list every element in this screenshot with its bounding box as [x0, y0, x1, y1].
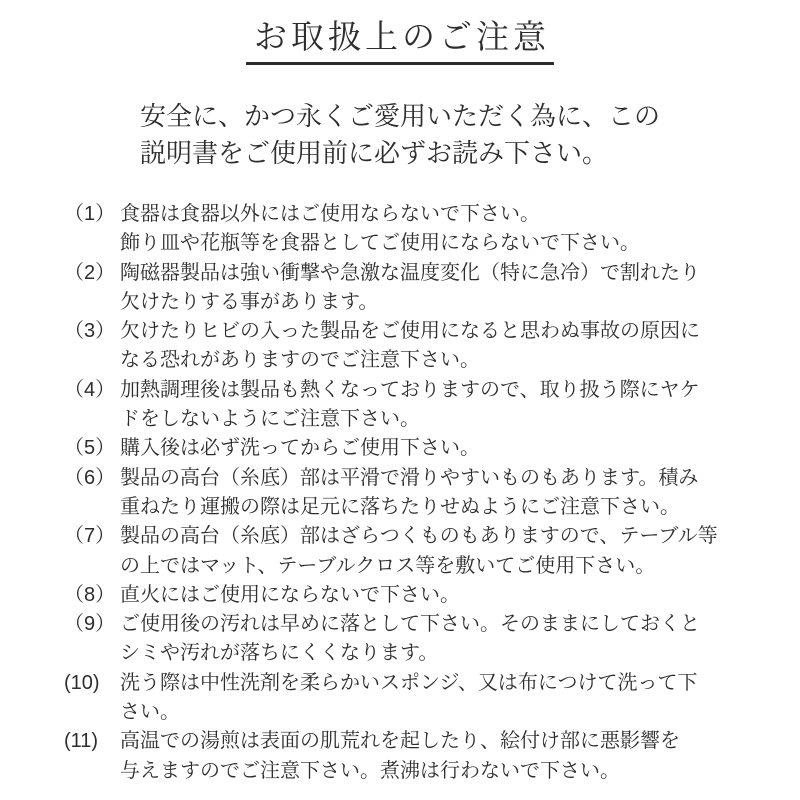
item-text-line: シミや汚れが落ちにくくなります。 [120, 642, 439, 665]
item-text [120, 259, 800, 318]
list-item [64, 522, 800, 581]
item-text [120, 610, 800, 669]
item-text-line: 重ねたり運搬の際は足元に落ちたりせぬようにご注意下さい。 [120, 495, 680, 518]
item-text [120, 581, 800, 610]
item-text [120, 434, 800, 463]
title-section [0, 0, 800, 65]
item-number: （7） [64, 525, 116, 548]
list-item [64, 259, 800, 318]
intro-line: 説明書をご使用前に必ずお読み下さい。 [140, 137, 609, 168]
list-item [64, 317, 800, 376]
list-item [64, 434, 800, 463]
item-text-line: 製品の高台（糸底）部は平滑で滑りやすいものもあります。積み [120, 466, 699, 489]
item-text-line: 高温での湯煎は表面の肌荒れを起したり、絵付け部に悪影響を [120, 730, 680, 753]
item-number: （8） [64, 583, 116, 606]
item-text-line: 欠けたりヒビの入った製品をご使用になると思わぬ事故の原因に [120, 320, 700, 343]
item-number: （9） [64, 613, 116, 636]
list-item [64, 376, 800, 435]
item-text [120, 200, 800, 259]
item-text [120, 376, 800, 435]
item-text [120, 317, 800, 376]
item-text-line: さい。 [120, 700, 180, 723]
item-text-line: 洗う際は中性洗剤を柔らかいスポンジ、又は布につけて洗って下 [120, 671, 698, 694]
item-text-line: 食器は食器以外にはご使用ならないで下さい。 [120, 202, 540, 225]
item-text-line: 直火にはご使用にならないで下さい。 [120, 583, 460, 606]
item-text-line: 飾り皿や花瓶等を食器としてご使用にならないで下さい。 [120, 232, 640, 255]
item-text [120, 727, 800, 786]
item-text-line: 加熱調理後は製品も熱くなっておりますので、取り扱う際にヤケ [120, 378, 700, 401]
item-text [120, 522, 800, 581]
list-item [64, 464, 800, 523]
item-text-line: の上ではマット、テーブルクロス等を敷いてご使用下さい。 [120, 554, 656, 577]
item-number: （5） [64, 437, 116, 460]
item-text-line: ドをしないようにご注意下さい。 [120, 408, 420, 431]
item-text-line: 購入後は必ず洗ってからご使用下さい。 [120, 437, 480, 460]
list-item [64, 200, 800, 259]
item-text [120, 669, 800, 728]
item-number: （2） [64, 261, 116, 284]
list-item [64, 727, 800, 786]
item-number: (10) [64, 671, 100, 694]
item-text-line: なる恐れがありますのでご注意下さい。 [120, 349, 480, 372]
list-item [64, 581, 800, 610]
item-text-line: 与えますのでご注意下さい。煮沸は行わないで下さい。 [120, 759, 620, 782]
item-text-line: 欠けたりする事があります。 [120, 290, 379, 313]
item-number: （6） [64, 466, 116, 489]
page-title: お取扱上のご注意 [246, 18, 554, 65]
item-text [120, 464, 800, 523]
precautions-list [0, 200, 800, 786]
item-number: （4） [64, 378, 116, 401]
item-text-line: 陶磁器製品は強い衝撃や急激な温度変化（特に急冷）で割れたり [120, 261, 700, 284]
list-item [64, 610, 800, 669]
item-number: (11) [64, 730, 99, 753]
intro-line: 安全に、かつ永くご愛用いただく為に、この [140, 100, 661, 131]
item-text-line: ご使用後の汚れは早めに落として下さい。そのままにしておくと [120, 613, 700, 636]
item-text-line: 製品の高台（糸底）部はざらつくものもありますので、テーブル等 [120, 525, 718, 548]
item-number: （1） [64, 202, 116, 225]
intro-paragraph [140, 98, 800, 172]
list-item [64, 669, 800, 728]
item-number: （3） [64, 320, 116, 343]
